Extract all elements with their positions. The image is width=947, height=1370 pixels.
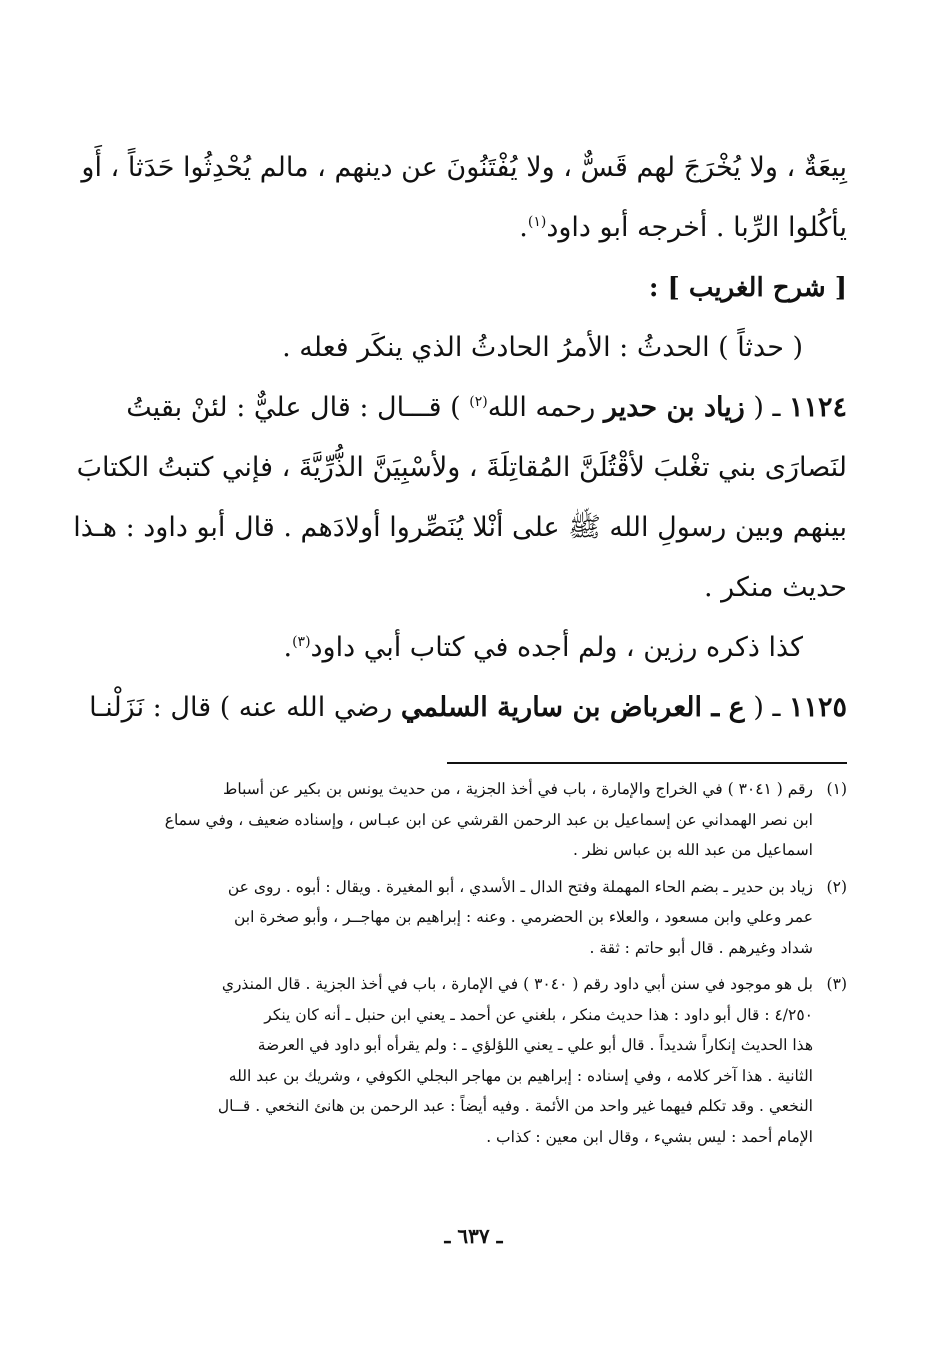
footnote-1 — [128, 774, 847, 866]
footnote-ref-3: (٣) — [292, 634, 311, 650]
footnote-divider — [447, 762, 847, 764]
footnote-line: بل هو موجود في سنن أبي داود رقم ( ٣٠٤٠ ) في الإمارة ، باب في أخذ الجزية . قال المنذري — [221, 975, 813, 993]
footnote-line: الثانية . هذا آخر كلامه ، وفي إسناده : إبراهيم بن مهاجر البجلي الكوفي ، وشريك بن عبد الله — [228, 1066, 813, 1085]
footnote-number: (١) — [826, 780, 847, 798]
hadith-1125-start — [89, 678, 847, 738]
footnote-ref-2: (٢) — [469, 394, 488, 410]
page-number: ـ ٦٣٧ ـ — [444, 1224, 503, 1248]
footnote-ref-1: (١) — [527, 214, 547, 230]
hadith-1124-dash: ـ ( — [744, 392, 789, 423]
footnote-line: رقم ( ٣٠٤١ ) في الخراج والإمارة ، باب في أخذ الجزية ، من حديث يونس بن بكير عن أسباط — [223, 780, 813, 798]
text-line-2 — [128, 198, 847, 258]
hadith-1124-rest: ) قـــال : قال عليٌّ : لئنْ بقيتُ — [126, 392, 470, 423]
footnote-line: ٤/٢٥٠ : قال أبو داود : هذا حديث منكر ، بلغني عن أحمد ـ يعني ابن حنبل ـ أنه كان ينكر — [264, 1005, 813, 1024]
hadith-1124-start — [128, 378, 847, 438]
text-line-6: بينهم وبين رسولِ الله ﷺ على أنْلا يُنَصِّروا أولادَهم . قال أبو داود : هـذا — [73, 512, 847, 543]
text-line-8 — [128, 618, 847, 678]
gharib-definition: ( حدثاً ) الحدثُ : الأمرُ الحادثُ الذي ينكَر فعله . — [282, 332, 803, 363]
footnote-line: النخعي . وقد تكلم فيهما غير واحد من الأئمة . وفيه أيضاً : عبد الرحمن بن هانئ النخعي . قــال — [217, 1097, 813, 1115]
footnote-line: اسماعيل من عبد الله بن عباس نظر . — [573, 841, 813, 859]
hadith-number-1125: ١١٢٥ — [788, 692, 847, 723]
gharib-heading: [ شرح الغريب ] : — [648, 273, 847, 303]
footnote-number: (٢) — [826, 877, 847, 896]
hadith-1125-rest: رضي الله عنه ) قال : نَزَلْنـا — [89, 692, 401, 723]
footnote-body — [128, 774, 813, 866]
text-line-8-end: . — [283, 632, 293, 663]
footnote-line: الإمام أحمد : ليس بشيء ، وقال ابن معين : كذاب . — [486, 1127, 813, 1146]
text-line-2-body: يأكُلوا الرِّبا . أخرجه أبو داود — [546, 212, 847, 243]
hadith-1125-dash: ـ ( — [744, 692, 789, 723]
footnote-body — [128, 969, 813, 1152]
footnote-line: عمر وعلي وابن مسعود ، والعلاء بن الحضرمي . وعنه : إبراهيم بن مهاجــر ، وأبو صخرة ابن — [233, 908, 813, 926]
footnote-line: هذا الحديث إنكاراً شديداً . قال أبو علي ـ يعني اللؤلؤي ـ : ولم يقرأه أبو داود في العرضة — [257, 1036, 813, 1054]
footnote-number: (٣) — [826, 975, 847, 993]
footnotes — [128, 774, 847, 1152]
hadith-1124-after-name: رحمه الله — [487, 392, 604, 423]
main-text — [73, 138, 847, 738]
hadith-number-1124: ١١٢٤ — [788, 392, 847, 423]
footnote-line: شداد وغيرهم . قال أبو حاتم : ثقة . — [589, 938, 813, 957]
text-line-7: حديث منكر . — [703, 572, 847, 603]
footnote-line: ابن نصر الهمداني عن إسماعيل بن عبد الرحمن القرشي عن ابن عبـاس ، وإسناده ضعيف ، وفي سماع — [164, 810, 813, 829]
narrator-name-1124: زياد بن حدير — [603, 392, 745, 423]
narrator-name-1125: ع ـ العرباض بن سارية السلمي — [400, 692, 745, 723]
footnote-body — [128, 872, 813, 964]
text-line-2-end: . — [519, 212, 528, 243]
text-line-1: بِيعَةٌ ، ولا يُخْرَجَ لهم قَسٌّ ، ولا يُفْتَنُونَ عن دينهم ، مالم يُحْدِثُوا حَدَثاً ، أَو — [81, 152, 847, 183]
footnote-2 — [128, 872, 847, 964]
footnote-line: زياد بن حدير ـ بضم الحاء المهملة وفتح الدال ـ الأسدي ، أبو المغيرة . ويقال : أبوه . روى عن — [227, 877, 813, 896]
text-line-5: لنَصارَى بني تغْلبَ لأقْتُلَنَّ المُقاتِلَةَ ، ولأسْبِيَنَّ الذُّرِّيَّةَ ، فإني كتبتُ الكتابَ — [76, 452, 847, 483]
footnote-3 — [128, 969, 847, 1152]
text-line-8-body: كذا ذكره رزين ، ولم أجده في كتاب أبي داود — [310, 632, 803, 663]
